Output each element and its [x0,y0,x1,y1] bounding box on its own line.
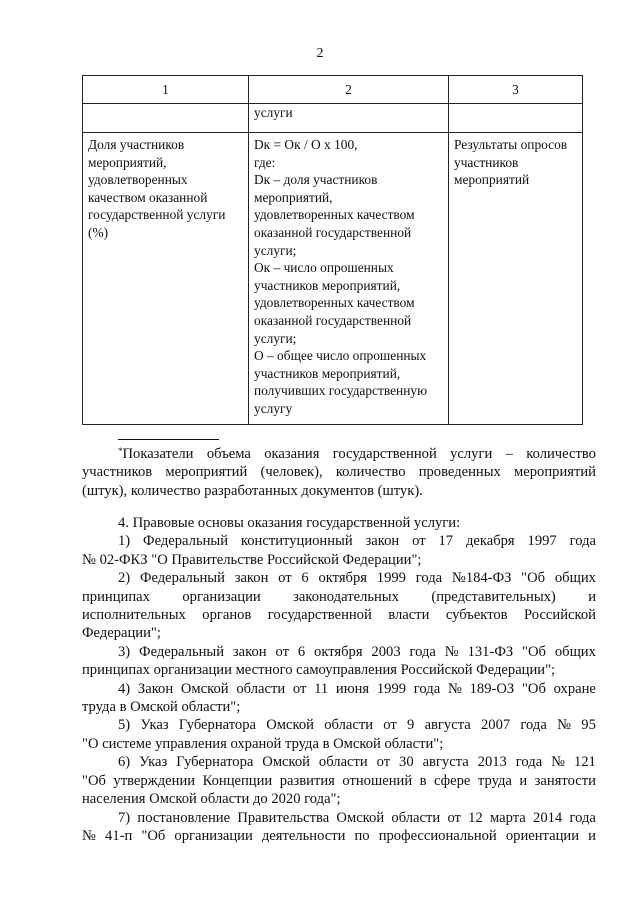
word: области [236,680,286,697]
word: "Об [141,827,166,844]
item-line [82,753,596,771]
word: Российской [524,607,596,624]
word: постановление [137,809,231,826]
word: августа [422,754,469,771]
page-number: 2 [316,46,324,61]
cell-line: услуги; [254,242,297,258]
word: Губернатора [176,754,254,771]
word: и [519,772,528,789]
word: марта [490,809,526,826]
word: деятельности [261,827,346,844]
word: по [354,827,370,844]
cell-line: О – общее число опрошенных [254,348,427,364]
word: Указ [140,717,169,734]
word: государственной [267,607,372,624]
header-cell: 3 [449,76,583,104]
word: "Об [521,680,546,697]
word: от [292,680,307,697]
word: власти [388,607,430,624]
word: 1) [118,533,131,550]
item-line [82,569,596,587]
heading-text: 4. Правовые основы оказания государственной услуги: [118,515,461,531]
word: Федеральный [139,643,225,660]
word: и [588,588,596,605]
footnote-divider [118,439,219,440]
word: 2) [118,570,131,587]
word: законодательных [293,588,399,605]
item-line [82,772,596,790]
table-cell: услуги [249,104,449,133]
word: занятости [534,772,596,789]
word: профессиональной [378,827,497,844]
word: 2013 [477,754,507,771]
cell-line: удовлетворенных качеством [254,295,415,311]
word: 30 [399,754,414,771]
word: охране [553,680,596,697]
footnote-marker: * [118,446,123,456]
word: труда в Омской области"; [82,699,241,716]
word: 1999 [376,680,407,697]
word: "Об [82,772,106,789]
word: июня [335,680,370,697]
word: 1997 [527,533,557,550]
cell-line: оказанной государственной [254,312,412,328]
legal-item-1 [82,532,596,569]
item-line [82,532,596,550]
legal-item-6 [82,753,596,808]
word: Губернатора [178,717,257,734]
word: общих [554,570,596,587]
word: 12 [468,809,483,826]
word: октября [314,643,363,660]
word: года [515,754,543,771]
word: года [569,809,596,826]
item-line [82,827,596,845]
word: августа [424,717,471,734]
cell-line: качеством оказанной [88,189,208,205]
word: № [557,717,572,734]
cell-line: мероприятий, [254,189,333,205]
word: 95 [581,717,596,734]
word: года [409,643,436,660]
cell-line: участников [454,154,519,170]
table-header-row [83,76,583,104]
item-line [82,588,596,606]
cell-line: услугу [254,400,293,416]
word: отношений [342,772,413,789]
word: мероприятий [514,464,596,481]
cell-line: оказанной государственной [254,224,412,240]
word: № [82,827,96,844]
cell-line: мероприятий, [88,154,167,170]
legal-item-2 [82,569,596,643]
legal-basis-section [82,514,596,845]
word: года [415,570,443,587]
item-line [82,698,596,716]
item-line [82,624,596,642]
word: области [318,754,368,771]
word: оказания [264,446,320,462]
header-cell: 2 [249,76,449,104]
word: государственной [332,446,437,462]
formula-cell [249,133,449,425]
word: принципах организации местного самоуправления Российской Федерации"; [82,662,556,679]
section-heading [82,514,596,532]
cell-line: Доля участников [88,137,185,152]
cell-line: участников мероприятий, [254,365,401,381]
word: 2003 [371,643,401,660]
word: (штук), количество разработанных документов (штук). [82,482,423,499]
word: № [444,643,459,660]
word: Федеральный [143,533,229,550]
word: декабря [465,533,515,550]
word: участников [82,464,153,481]
word: утверждении [113,772,196,789]
word: принципах [82,588,150,605]
word: Омской [266,717,314,734]
word: 6 [297,643,306,660]
word: мероприятий [165,464,248,481]
word: №184-ФЗ [451,570,512,587]
word: от [412,533,426,550]
indicator-name-cell [83,133,249,425]
legal-item-7 [82,809,596,846]
word: 4) [118,680,131,697]
cell-line: удовлетворенных [88,172,188,188]
cell-line: где: [254,154,276,170]
legal-item-4 [82,680,596,717]
word: "Об [521,570,546,587]
source-cell [449,133,583,425]
word: года [520,717,547,734]
word: сфере [434,772,471,789]
item-line [82,680,596,698]
word: № 02-ФКЗ "О Правительстве Российской Федерации"; [82,551,422,568]
word: 9 [407,717,415,734]
word: (представительных) [431,588,556,605]
word: 1999 [376,570,406,587]
word: 121 [573,754,596,771]
item-line [82,716,596,734]
item-line [82,606,596,624]
word: 6 [301,570,309,587]
cell-line: мероприятий [454,172,530,188]
item-line [82,790,596,808]
word: ориентации [505,827,579,844]
word: № [447,680,462,697]
footnote-line-first-word [118,445,194,463]
table-cell [449,104,583,133]
word: года [569,533,596,550]
word: 3) [118,643,131,660]
word: исполнительных [82,607,186,624]
word: от [447,809,461,826]
item-line [82,661,596,679]
word: количество [526,446,596,462]
word: закон [232,643,267,660]
item-line [82,809,596,827]
word: области [391,809,441,826]
word: (человек), [260,464,323,481]
word: "О системе управления охраной труда в Омской области"; [82,735,444,752]
word: субъектов [445,607,508,624]
word: 7) [118,809,131,826]
word: услуги [450,446,493,462]
word: и [588,827,596,844]
footnote-line [82,482,596,500]
word: Показатели [122,446,194,462]
word: проведенных [418,464,501,481]
word: – [505,446,513,462]
footnote [82,445,596,500]
word: 6) [118,754,131,771]
cell-line: Ок – число опрошенных [254,260,394,276]
word: Указ [139,754,168,771]
legal-item-3 [82,643,596,680]
word: населения Омской области до 2020 года"; [82,791,341,808]
word: 17 [438,533,454,550]
word: от [376,754,391,771]
table-cell [83,104,249,133]
word: от [278,570,292,587]
word: объема [206,446,251,462]
word: общих [554,643,596,660]
item-line [82,735,596,753]
word: Концепции [202,772,273,789]
word: 2014 [533,809,563,826]
word: организации [182,588,261,605]
item-line [82,643,596,661]
item-line [82,551,596,569]
word: года [413,680,441,697]
word: октября [318,570,367,587]
word: Закон [137,680,174,697]
word: в [419,772,427,789]
cell-line: государственной услуги [88,207,226,223]
word: Федерации"; [82,625,161,642]
cell-line: получивших государственную [254,383,428,399]
word: 11 [314,680,329,697]
word: органов [202,607,252,624]
word: от [275,643,289,660]
word: Правительства [237,809,330,826]
word: "Об [522,643,546,660]
word: Федеральный [139,570,225,587]
word: № [551,754,566,771]
word: от [383,717,397,734]
table-row [83,133,583,425]
header-cell: 1 [83,76,249,104]
cell-line: участников мероприятий, [254,277,401,293]
word: закон [365,533,400,550]
word: количество [335,464,406,481]
word: 41-п [105,827,133,844]
cell-line: Результаты опросов [454,137,568,152]
footnote-line [82,463,596,481]
table-continuation-row [83,104,583,133]
cell-line: (%) [88,224,109,240]
indicator-table [82,75,583,425]
word: Омской [262,754,310,771]
word: 2007 [480,717,511,734]
footnote-line [82,445,596,463]
cell-line: услуги; [254,330,297,346]
word: труда [477,772,512,789]
word: организации [174,827,253,844]
word: 131-ФЗ [467,643,514,660]
cell-line: Dк – доля участников [254,172,378,188]
word: 189-ОЗ [469,680,515,697]
word: конституционный [240,533,353,550]
word: Омской [336,809,385,826]
cell-line: Dк = Ок / О х 100, [254,137,358,152]
word: области [324,717,374,734]
cell-line: удовлетворенных качеством [254,207,415,223]
word: Омской [180,680,229,697]
legal-item-5 [82,716,596,753]
word: 5) [118,717,131,734]
word: развития [279,772,335,789]
word: закон [234,570,269,587]
